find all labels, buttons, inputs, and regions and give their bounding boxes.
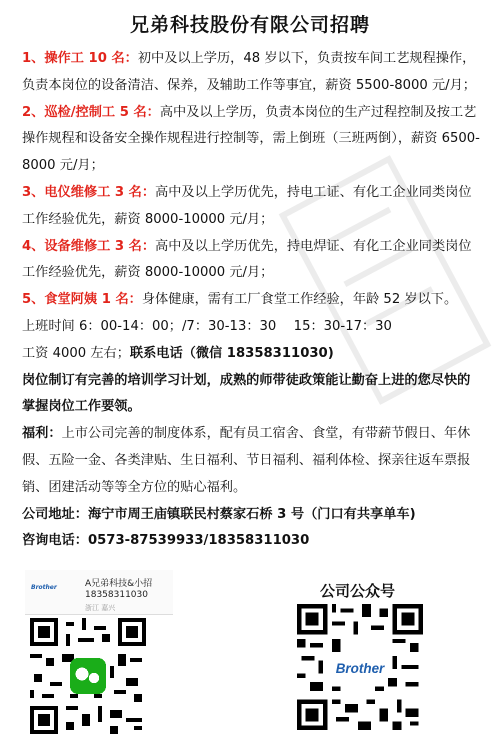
job-item-mechanic	[22, 234, 482, 288]
wechat-contact-card	[25, 570, 173, 615]
address-line	[22, 502, 482, 529]
wechat-qr-code[interactable]	[30, 618, 146, 734]
training-text: 岗位制订有完善的培训学习计划，成熟的师带徒政策能让勤奋上进的您尽快的掌握岗位工作要领。	[22, 372, 471, 415]
job-item-inspector	[22, 100, 482, 180]
job-item-canteen	[22, 287, 482, 314]
job-heading: 3、电仪维修工 3 名：	[22, 184, 156, 200]
consult-phone-line	[22, 528, 482, 555]
schedule-line: 上班时间 6：00-14：00；/7：30-13：30 15：30-17：30	[22, 318, 392, 334]
wage-text: 工资 4000 左右；	[22, 345, 130, 361]
phone-label: 咨询电话：	[22, 533, 88, 549]
job-description: 高中及以上学历优先，持电焊证、有化工企业同类岗位工作经验优先，薪资 8000-10000 元/月；	[22, 238, 472, 281]
job-item-operator	[22, 46, 482, 100]
job-description: 高中及以上学历优先，持电工证、有化工企业同类岗位工作经验优先，薪资 8000-10000 元/月；	[22, 184, 472, 227]
address-text: 海宁市周王庙镇联民村蔡家石桥 3 号（门口有共享单车)	[87, 506, 416, 522]
job-heading: 1、操作工 10 名：	[22, 51, 138, 66]
official-account-qr-code[interactable]	[297, 604, 423, 730]
benefits-label: 福利：	[22, 426, 62, 442]
job-description: 高中及以上学历，负责本岗位的生产过程控制及按工艺操作规程和设备安全操作规程进行控制等，需上倒班（三班两倒），薪资 6500-8000 元/月；	[22, 104, 480, 174]
job-heading: 4、设备维修工 3 名：	[22, 238, 156, 254]
job-description: 身体健康，需有工厂食堂工作经验，年龄 52 岁以下。	[141, 292, 458, 308]
job-heading: 5、食堂阿姨 1 名：	[22, 292, 142, 308]
brother-logo-icon: Brother	[335, 661, 385, 677]
poster-body	[22, 46, 482, 555]
job-description: 初中及以上学历，48 岁以下，负责按车间工艺规程操作，负责本岗位的设备清洁、保养，及辅助工作等事宜，薪资 5500-8000 元/月；	[22, 51, 476, 93]
benefits	[22, 421, 482, 501]
benefits-text: 上市公司完善的制度体系，配有员工宿舍、食堂，有带薪节假日、年休假、五险一金、各类津贴、生日福利、节日福利、福利体检、探亲往返车票报销、团建活动等等全方位的贴心福利。	[22, 426, 471, 495]
phone-text: 0573-87539933/18358311030	[87, 533, 310, 549]
job-item-electrician	[22, 180, 482, 234]
address-label: 公司地址：	[22, 506, 88, 522]
page-title: 兄弟科技股份有限公司招聘	[129, 14, 370, 36]
job-heading: 2、巡检/控制工 5 名：	[22, 104, 160, 120]
wage-contact-line	[22, 341, 482, 368]
card-contact-phone: 18358311030	[85, 590, 148, 600]
official-account-label: 公司公众号	[320, 582, 396, 600]
brother-logo: Brother	[31, 584, 57, 591]
card-contact-name: A兄弟科技&小招	[85, 579, 153, 589]
card-location: 浙江 嘉兴	[85, 604, 116, 612]
contact-phone: 联系电话（微信 18358311030)	[129, 345, 334, 361]
